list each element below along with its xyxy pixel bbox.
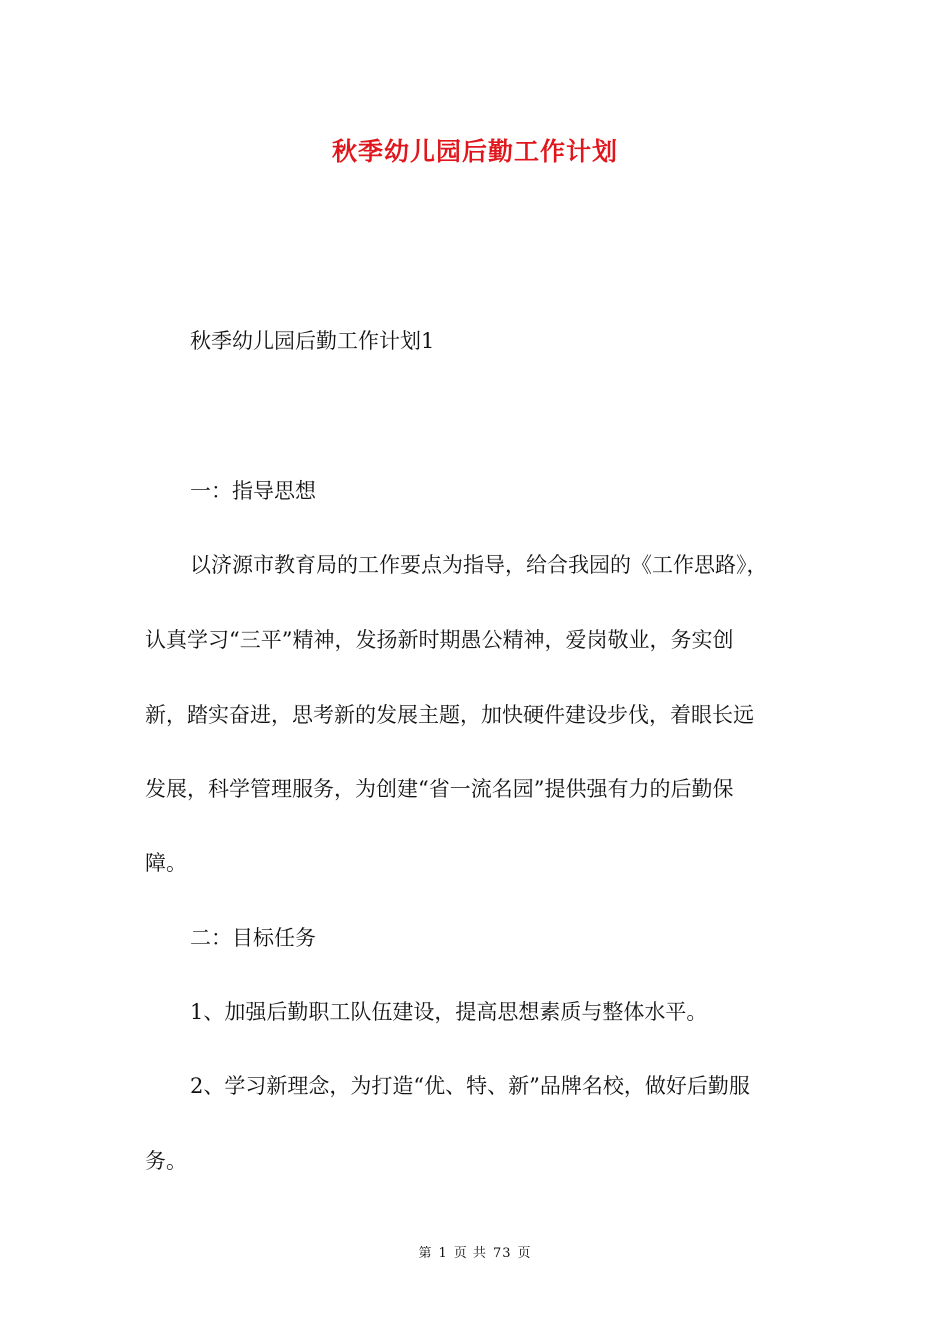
footer-middle: 页 共 xyxy=(453,1246,487,1261)
paragraph-line: 以济源市教育局的工作要点为指导，给合我园的《工作思路》， xyxy=(190,553,768,577)
paragraph-line: 认真学习“三平”精神，发扬新时期愚公精神，爱岗敬业，务实创 xyxy=(145,628,734,652)
paragraph-line: 发展，科学管理服务，为创建“省一流名园”提供强有力的后勤保 xyxy=(145,777,734,801)
list-item-2-continued: 务。 xyxy=(145,1149,187,1173)
footer-prefix: 第 xyxy=(418,1246,433,1261)
footer-total-pages: 73 xyxy=(492,1246,512,1261)
paragraph-line: 新，踏实奋进，思考新的发展主题，加快硬件建设步伐，着眼长远 xyxy=(145,703,754,727)
page-footer xyxy=(0,1244,950,1264)
footer-suffix: 页 xyxy=(517,1246,532,1261)
section-heading-plan-1: 秋季幼儿园后勤工作计划1 xyxy=(190,329,435,353)
footer-page-number: 1 xyxy=(438,1246,448,1261)
document-title: 秋季幼儿园后勤工作计划 xyxy=(331,137,618,166)
list-item-2: 2、学习新理念，为打造“优、特、新”品牌名校，做好后勤服 xyxy=(190,1074,750,1098)
paragraph-line: 障。 xyxy=(145,851,187,875)
list-item-1: 1、加强后勤职工队伍建设，提高思想素质与整体水平。 xyxy=(190,1000,708,1024)
heading-guiding-thought: 一：指导思想 xyxy=(190,479,316,503)
heading-goals-tasks: 二：目标任务 xyxy=(190,926,316,950)
